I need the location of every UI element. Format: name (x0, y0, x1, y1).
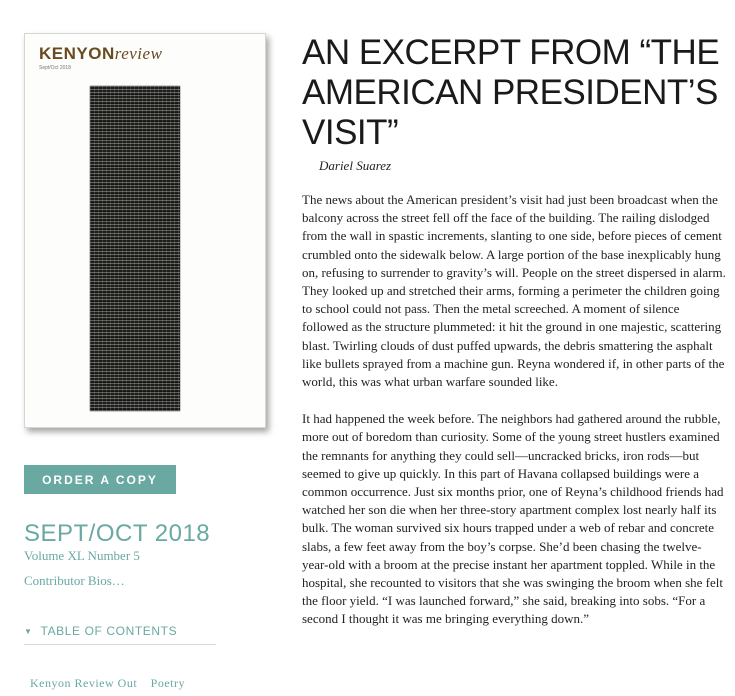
issue-volume: Volume XL Number 5 (24, 548, 140, 563)
order-copy-button[interactable]: ORDER A COPY (24, 465, 176, 494)
divider (24, 644, 216, 645)
tag-list (30, 676, 195, 691)
cover-masthead (39, 44, 162, 64)
masthead-kenyon: KENYON (39, 44, 115, 63)
masthead-review: review (114, 44, 163, 63)
issue-date: SEPT/OCT 2018 (24, 520, 211, 547)
article-paragraph: It had happened the week before. The neighbors had gathered around the rubble, more out of boredom than curiosity. Some of the young street hustlers examined the remnants for anything they could sell—uncracked bricks, iron rods—but seemed to give up quickly. In this part of Havana collapsed buildings were a common occurrence. Just six months prior, one of Reyna’s childhood friends had watched her son die when her three-story apartment complex lost nearly half its bulk. The woman survived six hours trapped under a web of rebar and concrete slabs, a few feet away from the boy’s corpse. She’d been chasing the twelve-year-old with a broom at the precise instant her apartment toppled. While in the hospital, she recounted to visitors that she was swinging the broom when she felt the floor yield. “I was launched forward,” she said, breaking into sobs. “For a second I thought it was me bringing everything down.” (302, 411, 724, 627)
tag-link[interactable]: Poetry (150, 676, 185, 690)
triangle-down-icon: ▼ (24, 626, 33, 636)
toc-label: TABLE OF CONTENTS (40, 624, 178, 638)
article-body (302, 191, 727, 648)
contributor-bios-link[interactable]: Contributor Bios… (24, 573, 125, 588)
cover-artwork (90, 86, 180, 411)
tag-link[interactable]: Kenyon Review Out (30, 676, 138, 690)
magazine-cover (24, 33, 266, 428)
article-paragraph: The news about the American president’s visit had just been broadcast when the balcony across the street fell off the face of the building. The railing dislodged from the wall in spastic increments, slanting to one side, before pieces of cement crumbled onto the sidewalk below. A large portion of the base inexplicably hung on, refusing to surrender to gravity’s will. People on the street dispersed in alarm. They looked up and stretched their arms, forming a perimeter the children going to school could not pass. Then the metal screeched. A moment of silence followed as the structure plummeted: it hit the ground in one majestic, scattering blast. Twirling clouds of dust puffed upwards, the debris smattering the asphalt like bullets sprayed from a machine gun. Reyna wondered if, in other parts of the world, this was what urban warfare sounded like. (302, 192, 726, 390)
table-of-contents-toggle[interactable] (24, 624, 177, 638)
article-author[interactable]: Dariel Suarez (319, 158, 392, 173)
article-title: AN EXCERPT FROM “THE AMERICAN PRESIDENT’S VISIT” (302, 33, 720, 152)
cover-date: Sept/Oct 2018 (39, 65, 71, 71)
